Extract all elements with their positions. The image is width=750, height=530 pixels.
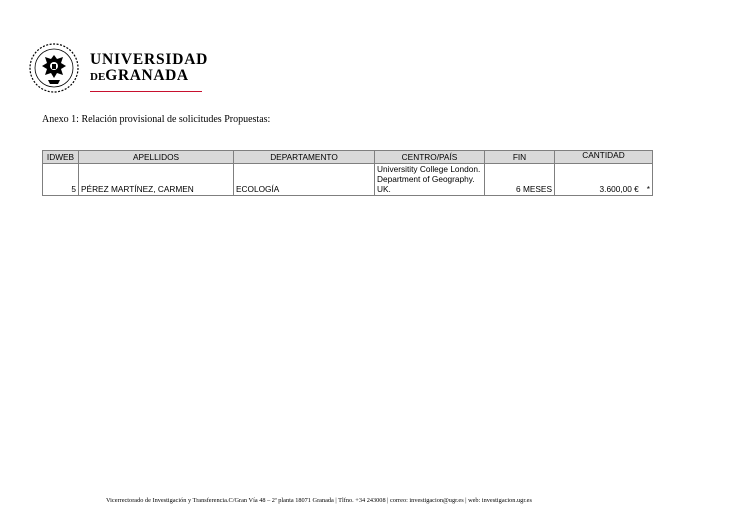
table-row	[43, 164, 653, 196]
cell-departamento: ECOLOGÍA	[234, 164, 375, 196]
cell-fin: 6 MESES	[485, 164, 555, 196]
col-header-cantidad: CANTIDAD	[555, 151, 653, 164]
col-header-idweb: IDWEB	[43, 151, 79, 164]
institution-name-de: DE	[90, 71, 106, 83]
cell-idweb: 5	[43, 164, 79, 196]
university-seal-icon	[28, 42, 80, 94]
cell-apellidos: PÉREZ MARTÍNEZ, CARMEN	[79, 164, 234, 196]
brand-rule	[90, 91, 202, 92]
col-header-departamento: DEPARTAMENTO	[234, 151, 375, 164]
cantidad-value: 3.600,00 €	[599, 184, 639, 194]
applications-table	[42, 150, 653, 196]
page-footer: Vicerrectorado de Investigación y Transferencia.C/Gran Vía 48 – 2ª planta 18071 Granada | Tlfno. +34 243008 | correo: investigacion@ugr.es | web: investigacion.ugr.es	[106, 497, 532, 504]
cantidad-mark: *	[646, 184, 650, 194]
col-header-centro: CENTRO/PAÍS	[375, 151, 485, 164]
col-header-apellidos: APELLIDOS	[79, 151, 234, 164]
cell-cantidad	[555, 164, 653, 196]
annex-caption: Anexo 1: Relación provisional de solicitudes Propuestas:	[42, 114, 271, 125]
table-header-row	[43, 151, 653, 164]
institution-name-line2	[90, 68, 208, 85]
institution-name-line1: UNIVERSIDAD	[90, 51, 209, 68]
cell-centro: Universitity College London. Department of Geography. UK.	[375, 164, 485, 196]
institution-name-granada: GRANADA	[105, 67, 189, 84]
university-logo	[28, 42, 208, 94]
col-header-fin: FIN	[485, 151, 555, 164]
